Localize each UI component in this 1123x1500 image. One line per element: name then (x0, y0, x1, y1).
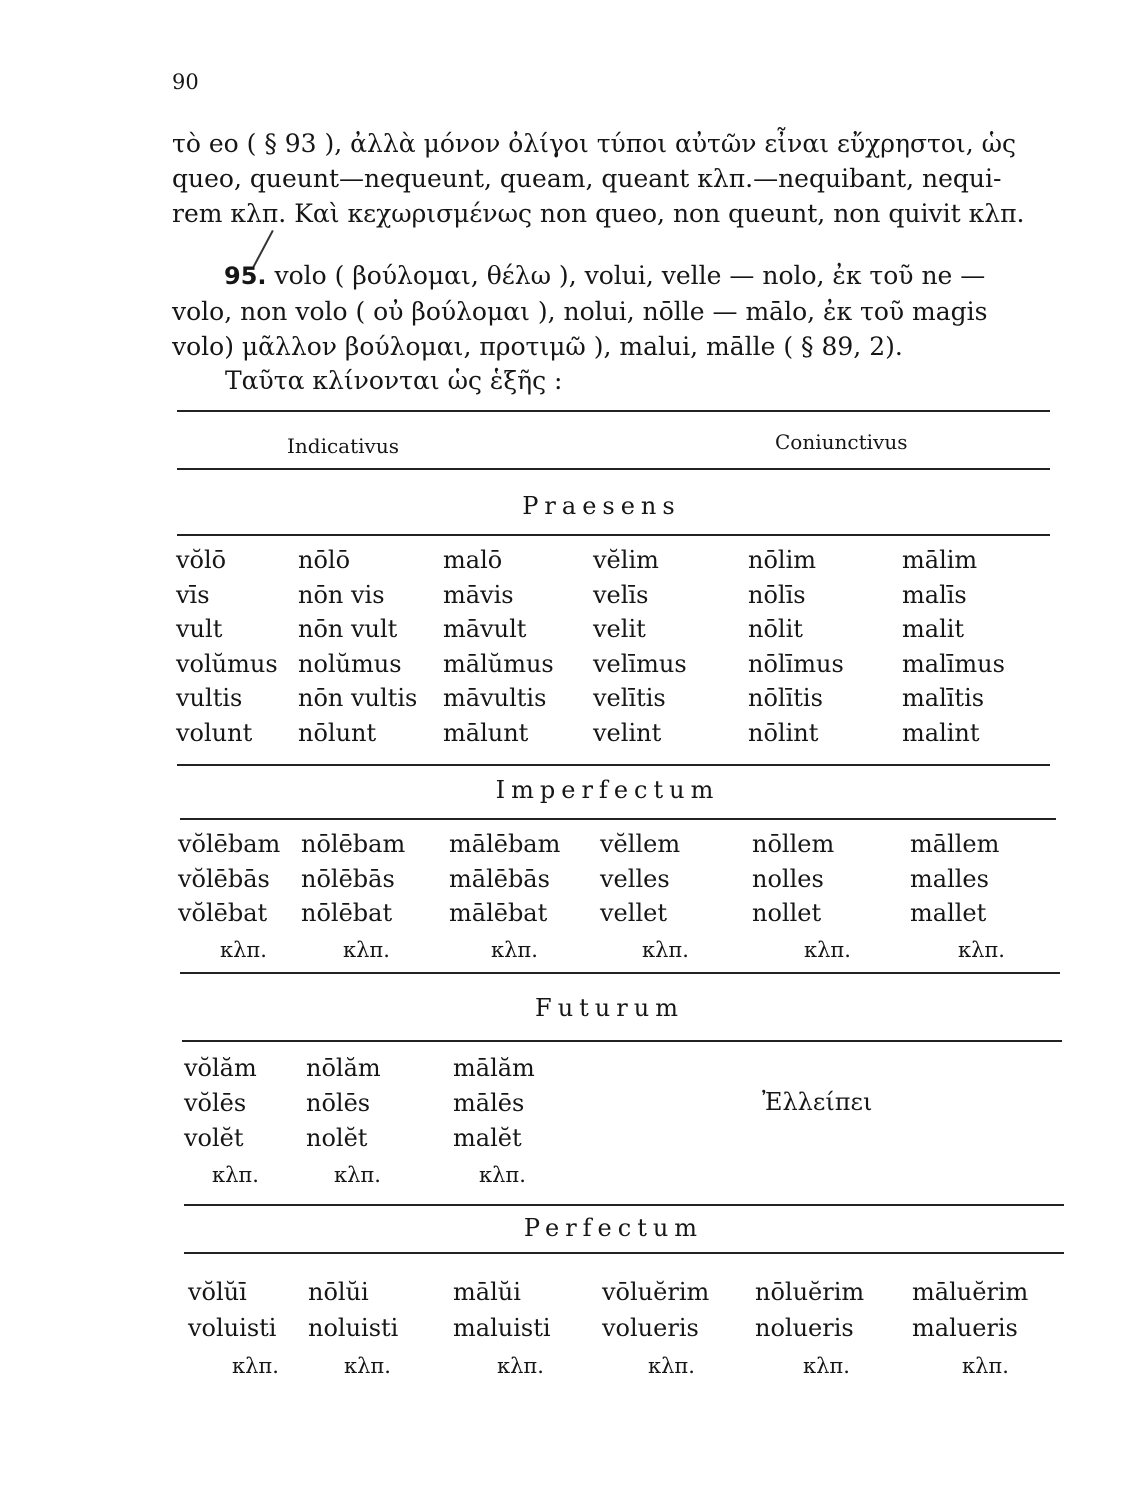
praesens-cell: malīs (902, 580, 967, 609)
perfectum-cell: vŏlŭī (188, 1278, 247, 1306)
perfectum-cell: κλπ. (232, 1354, 279, 1378)
paragraph-95-line: volo) μᾶλλον βούλομαι, προτιμῶ ), malui, mālle ( § 89, 2). (172, 332, 903, 361)
paragraph-1-line: rem κλπ. Καὶ κεχωρισμένως non queo, non queunt, non quivit κλπ. (172, 199, 1025, 228)
praesens-cell: velītis (593, 684, 666, 712)
perfectum-cell: mālŭi (453, 1278, 521, 1306)
imperfectum-cell: mālēbās (449, 864, 550, 893)
praesens-cell: nōlītis (748, 684, 823, 712)
perfectum-cell: κλπ. (648, 1354, 695, 1378)
imperfectum-cell: velles (600, 864, 670, 893)
praesens-cell: māvis (443, 580, 514, 609)
praesens-cell: nōlō (298, 546, 351, 574)
header-coniunctivus: Coniunctivus (775, 430, 908, 454)
praesens-cell: volŭmus (176, 649, 278, 678)
praesens-cell: mālunt (443, 718, 529, 747)
praesens-cell: vŏlō (176, 546, 227, 574)
perfectum-cell: κλπ. (344, 1354, 391, 1378)
praesens-cell: vīs (176, 580, 210, 609)
praesens-cell: malō (443, 546, 503, 574)
praesens-cell: vult (176, 615, 223, 643)
perfectum-cell: nōluĕrim (755, 1278, 865, 1306)
perfectum-cell: malueris (912, 1314, 1018, 1342)
perfectum-cell: māluĕrim (912, 1278, 1029, 1306)
futurum-ellipsis: Ἐλλείπει (762, 1088, 873, 1116)
imperfectum-cell: κλπ. (343, 937, 390, 962)
praesens-cell: volunt (176, 718, 253, 747)
table-top-rule (177, 410, 1050, 412)
praesens-cell: mālim (902, 546, 978, 574)
imperfectum-cell: κλπ. (491, 937, 538, 962)
perfectum-cell: maluisti (453, 1314, 551, 1342)
imperfectum-cell: nolles (752, 864, 824, 893)
praesens-cell: mālŭmus (443, 649, 554, 678)
praesens-cell: velint (593, 718, 662, 747)
section-title-futurum: Futurum (535, 994, 684, 1022)
praesens-cell: malint (902, 718, 980, 747)
section-rule (184, 1204, 1064, 1206)
praesens-cell: māvult (443, 615, 527, 643)
perfectum-cell: noluisti (308, 1314, 399, 1342)
praesens-cell: nōlīs (748, 580, 806, 609)
praesens-cell: velit (593, 615, 646, 643)
imperfectum-cell: vĕllem (600, 830, 681, 858)
futurum-cell: malĕt (453, 1124, 522, 1152)
futurum-cell: nōlăm (306, 1054, 381, 1082)
paragraph-95 (172, 258, 1052, 364)
futurum-cell: κλπ. (334, 1163, 381, 1187)
praesens-cell: vultis (176, 684, 243, 712)
perfectum-cell: κλπ. (803, 1354, 850, 1378)
imperfectum-cell: κλπ. (804, 937, 851, 962)
praesens-cell: nōn vult (298, 615, 398, 643)
imperfectum-cell: nōllem (752, 830, 835, 858)
praesens-cell: nōn vis (298, 580, 385, 609)
praesens-cell: vĕlim (593, 546, 659, 574)
futurum-cell: κλπ. (479, 1163, 526, 1187)
imperfectum-cell: κλπ. (220, 937, 267, 962)
section-rule (180, 972, 1060, 974)
section-rule (177, 534, 1050, 536)
imperfectum-cell: vŏlēbās (178, 864, 270, 893)
imperfectum-cell: vŏlēbat (178, 899, 268, 927)
praesens-cell: velīmus (593, 649, 687, 678)
section-rule (180, 818, 1056, 820)
imperfectum-cell: mālēbam (449, 830, 561, 858)
futurum-cell: volĕt (184, 1124, 244, 1152)
paragraph-95-line: volo, non volo ( οὐ βούλομαι ), nolui, nōlle — mālo, ἐκ τοῦ magis (172, 297, 988, 326)
section-title-imperfectum: Imperfectum (495, 776, 720, 804)
praesens-cell: malīmus (902, 649, 1005, 678)
imperfectum-cell: mālēbat (449, 899, 548, 927)
imperfectum-cell: nollet (752, 899, 822, 927)
header-rule (177, 468, 1050, 470)
page-number: 90 (172, 70, 199, 94)
imperfectum-cell: mallet (910, 899, 987, 927)
perfectum-cell: volueris (602, 1314, 699, 1342)
paragraph-95-text: volo ( βούλομαι, θέλω ), volui, velle — nolo, ἐκ τοῦ ne — (266, 261, 986, 290)
imperfectum-cell: κλπ. (958, 937, 1005, 962)
praesens-cell: nōlim (748, 546, 817, 574)
praesens-cell: māvultis (443, 684, 547, 712)
futurum-cell: vŏlēs (184, 1089, 247, 1117)
imperfectum-cell: māllem (910, 830, 1000, 858)
imperfectum-cell: nōlēbat (301, 899, 393, 927)
praesens-cell: nolŭmus (298, 649, 402, 678)
imperfectum-cell: vŏlēbam (178, 830, 281, 858)
paragraph-95-line (172, 258, 1052, 294)
praesens-cell: malītis (902, 684, 985, 712)
futurum-cell: nolĕt (306, 1124, 368, 1152)
perfectum-cell: κλπ. (497, 1354, 544, 1378)
praesens-cell: nōlīmus (748, 649, 844, 678)
imperfectum-cell: nōlēbam (301, 830, 406, 858)
section-rule (182, 1040, 1062, 1042)
paragraph-1 (172, 126, 1052, 231)
perfectum-cell: vōluĕrim (602, 1278, 710, 1306)
section-rule (184, 1252, 1064, 1254)
praesens-cell: nōn vultis (298, 684, 418, 712)
header-indicativus: Indicativus (287, 434, 399, 458)
perfectum-cell: κλπ. (962, 1354, 1009, 1378)
praesens-cell: nōlint (748, 718, 819, 747)
praesens-cell: nōlunt (298, 718, 377, 747)
praesens-cell: malit (902, 615, 965, 643)
paragraph-1-line: τὸ eo ( § 93 ), ἀλλὰ μόνον ὀλίγοι τύποι αὐτῶν εἶναι εὔχρηστοι, ὡς (172, 129, 1016, 158)
paragraph-1-line: queo, queunt—nequeunt, queam, queant κλπ.—nequibant, nequi- (172, 164, 1002, 193)
futurum-cell: κλπ. (212, 1163, 259, 1187)
section-number: 95. (224, 262, 267, 290)
praesens-cell: nōlit (748, 615, 803, 643)
section-rule (177, 764, 1050, 766)
futurum-cell: mālēs (453, 1089, 525, 1117)
section-title-perfectum: Perfectum (523, 1214, 704, 1242)
futurum-cell: mālăm (453, 1054, 535, 1082)
perfectum-cell: voluisti (188, 1314, 277, 1342)
futurum-cell: vŏlăm (184, 1054, 257, 1082)
imperfectum-cell: vellet (600, 899, 667, 927)
imperfectum-cell: malles (910, 864, 989, 893)
perfectum-cell: nolueris (755, 1314, 854, 1342)
perfectum-cell: nōlŭi (308, 1278, 369, 1306)
section-title-praesens: Praesens (522, 492, 681, 520)
praesens-cell: velīs (593, 580, 649, 609)
futurum-cell: nōlēs (306, 1089, 371, 1117)
imperfectum-cell: κλπ. (642, 937, 689, 962)
imperfectum-cell: nōlēbās (301, 864, 395, 893)
intro-line: Ταῦτα κλίνονται ὡς ἑξῆς : (225, 366, 563, 395)
